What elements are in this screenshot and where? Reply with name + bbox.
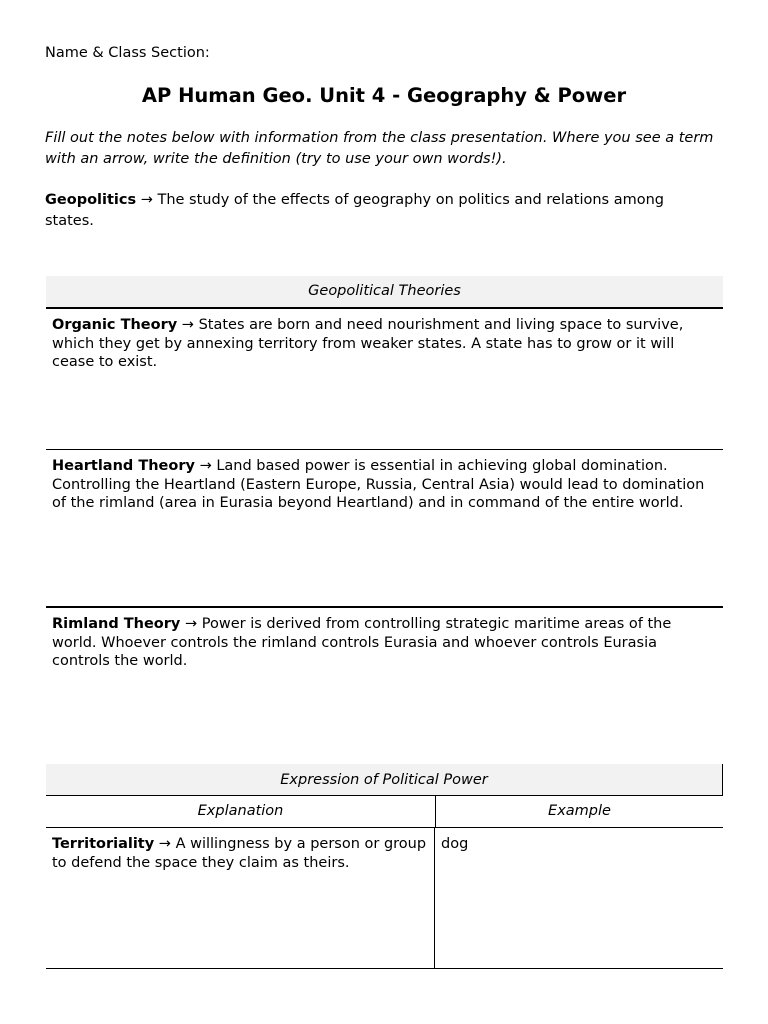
rimland-theory-definition: Power is derived from controlling strategic maritime areas of the world. Whoever controls the rimland controls Eurasia and whoever controls Eurasia controls the world. bbox=[52, 616, 672, 669]
arrow-icon: → bbox=[154, 836, 176, 852]
heartland-theory-term: Heartland Theory bbox=[52, 458, 195, 474]
arrow-icon: → bbox=[180, 616, 202, 632]
column-header-example: Example bbox=[548, 803, 611, 819]
rimland-theory-row bbox=[46, 608, 723, 758]
power-table-column-headers bbox=[46, 796, 723, 828]
geopolitics-term: Geopolitics bbox=[45, 192, 137, 208]
name-class-label: Name & Class Section: bbox=[45, 45, 210, 61]
territoriality-definition: A willingness by a person or group to defend the space they claim as theirs. bbox=[52, 836, 427, 871]
arrow-icon: → bbox=[194, 458, 217, 474]
power-table-heading: Expression of Political Power bbox=[46, 764, 723, 796]
geopolitics-definition-text: The study of the effects of geography on politics and relations among states. bbox=[45, 192, 664, 229]
territoriality-explanation-cell bbox=[46, 828, 435, 968]
page-title: AP Human Geo. Unit 4 - Geography & Power bbox=[141, 84, 627, 107]
territoriality-row bbox=[46, 828, 723, 969]
arrow-icon: → bbox=[136, 192, 158, 208]
heartland-theory-definition: Land based power is essential in achieving global domination. Controlling the Heartland (Eastern Europe, Russia, Central Asia) would lead to domination of the rimland (area in Eurasia beyond Heartland) and in command of the entire world. bbox=[52, 458, 705, 511]
organic-theory-term: Organic Theory bbox=[52, 317, 178, 333]
rimland-theory-term: Rimland Theory bbox=[52, 616, 181, 632]
geopolitics-definition bbox=[45, 190, 715, 232]
political-power-table bbox=[46, 764, 723, 969]
geopolitical-theories-table bbox=[46, 276, 723, 758]
column-header-explanation: Explanation bbox=[46, 796, 436, 827]
organic-theory-definition: States are born and need nourishment and living space to survive, which they get by annexing territory from weaker states. A state has to grow or it will cease to exist. bbox=[52, 317, 684, 370]
territoriality-term: Territoriality bbox=[52, 836, 155, 852]
organic-theory-row bbox=[46, 309, 723, 450]
heartland-theory-row bbox=[46, 450, 723, 608]
instructions-text: Fill out the notes below with information from the class presentation. Where you see a term with an arrow, write the definition (try to use your own words!). bbox=[45, 130, 714, 167]
theories-table-heading: Geopolitical Theories bbox=[46, 276, 723, 309]
arrow-icon: → bbox=[177, 317, 199, 333]
territoriality-example-cell: dog bbox=[441, 836, 469, 852]
